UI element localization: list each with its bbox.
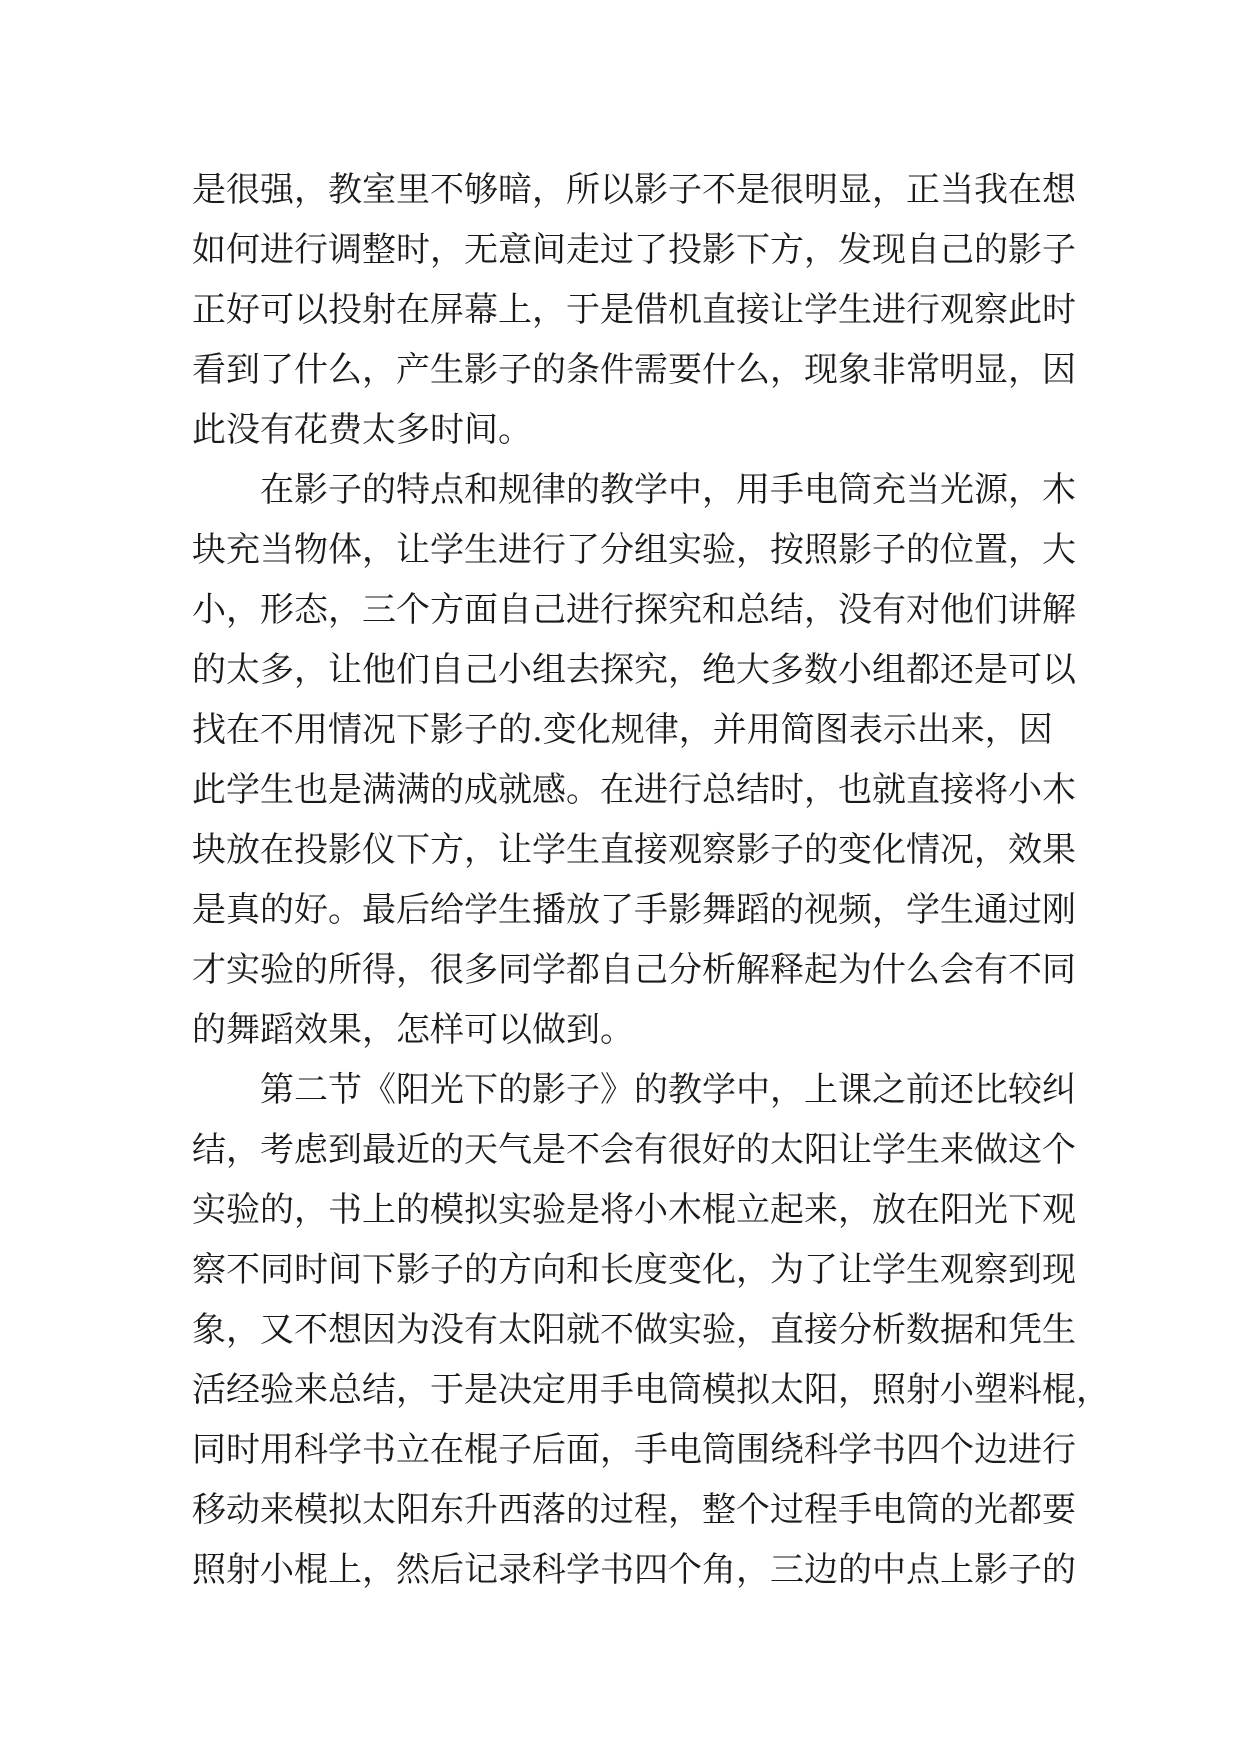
text-line: 块充当物体，让学生进行了分组实验，按照影子的位置，大: [192, 530, 1076, 570]
body-text: [192, 160, 1110, 1600]
text-line: 的舞蹈效果，怎样可以做到。: [192, 1010, 634, 1050]
text-line: 此学生也是满满的成就感。在进行总结时，也就直接将小木: [192, 770, 1076, 810]
text-line: 象，又不想因为没有太阳就不做实验，直接分析数据和凭生: [192, 1310, 1076, 1350]
text-line: 同时用科学书立在棍子后面，手电筒围绕科学书四个边进行: [192, 1430, 1076, 1470]
text-line: 才实验的所得，很多同学都自己分析解释起为什么会有不同: [192, 950, 1076, 990]
text-line: 活经验来总结，于是决定用手电筒模拟太阳，照射小塑料棍，: [192, 1370, 1110, 1410]
text-line: 看到了什么，产生影子的条件需要什么，现象非常明显，因: [192, 350, 1076, 390]
text-line: 是很强，教室里不够暗，所以影子不是很明显，正当我在想: [192, 170, 1076, 210]
text-line: 如何进行调整时，无意间走过了投影下方，发现自己的影子: [192, 230, 1076, 270]
text-line: 移动来模拟太阳东升西落的过程，整个过程手电筒的光都要: [192, 1490, 1076, 1530]
text-line: 照射小棍上，然后记录科学书四个角，三边的中点上影子的: [192, 1550, 1076, 1590]
text-line: 察不同时间下影子的方向和长度变化，为了让学生观察到现: [192, 1250, 1076, 1290]
text-line: 是真的好。最后给学生播放了手影舞蹈的视频，学生通过刚: [192, 890, 1076, 930]
text-line: 块放在投影仪下方，让学生直接观察影子的变化情况，效果: [192, 830, 1076, 870]
paragraph-first-line: 第二节《阳光下的影子》的教学中，上课之前还比较纠: [260, 1070, 1076, 1110]
text-line: 正好可以投射在屏幕上，于是借机直接让学生进行观察此时: [192, 290, 1076, 330]
text-line: 找在不用情况下影子的.变化规律，并用简图表示出来，因: [192, 710, 1053, 750]
text-line: 实验的，书上的模拟实验是将小木棍立起来，放在阳光下观: [192, 1190, 1076, 1230]
paragraph-first-line: 在影子的特点和规律的教学中，用手电筒充当光源，木: [260, 470, 1076, 510]
text-line: 此没有花费太多时间。: [192, 410, 532, 450]
text-line: 结，考虑到最近的天气是不会有很好的太阳让学生来做这个: [192, 1130, 1076, 1170]
text-line: 小，形态，三个方面自己进行探究和总结，没有对他们讲解: [192, 590, 1076, 630]
text-line: 的太多，让他们自己小组去探究，绝大多数小组都还是可以: [192, 650, 1076, 690]
